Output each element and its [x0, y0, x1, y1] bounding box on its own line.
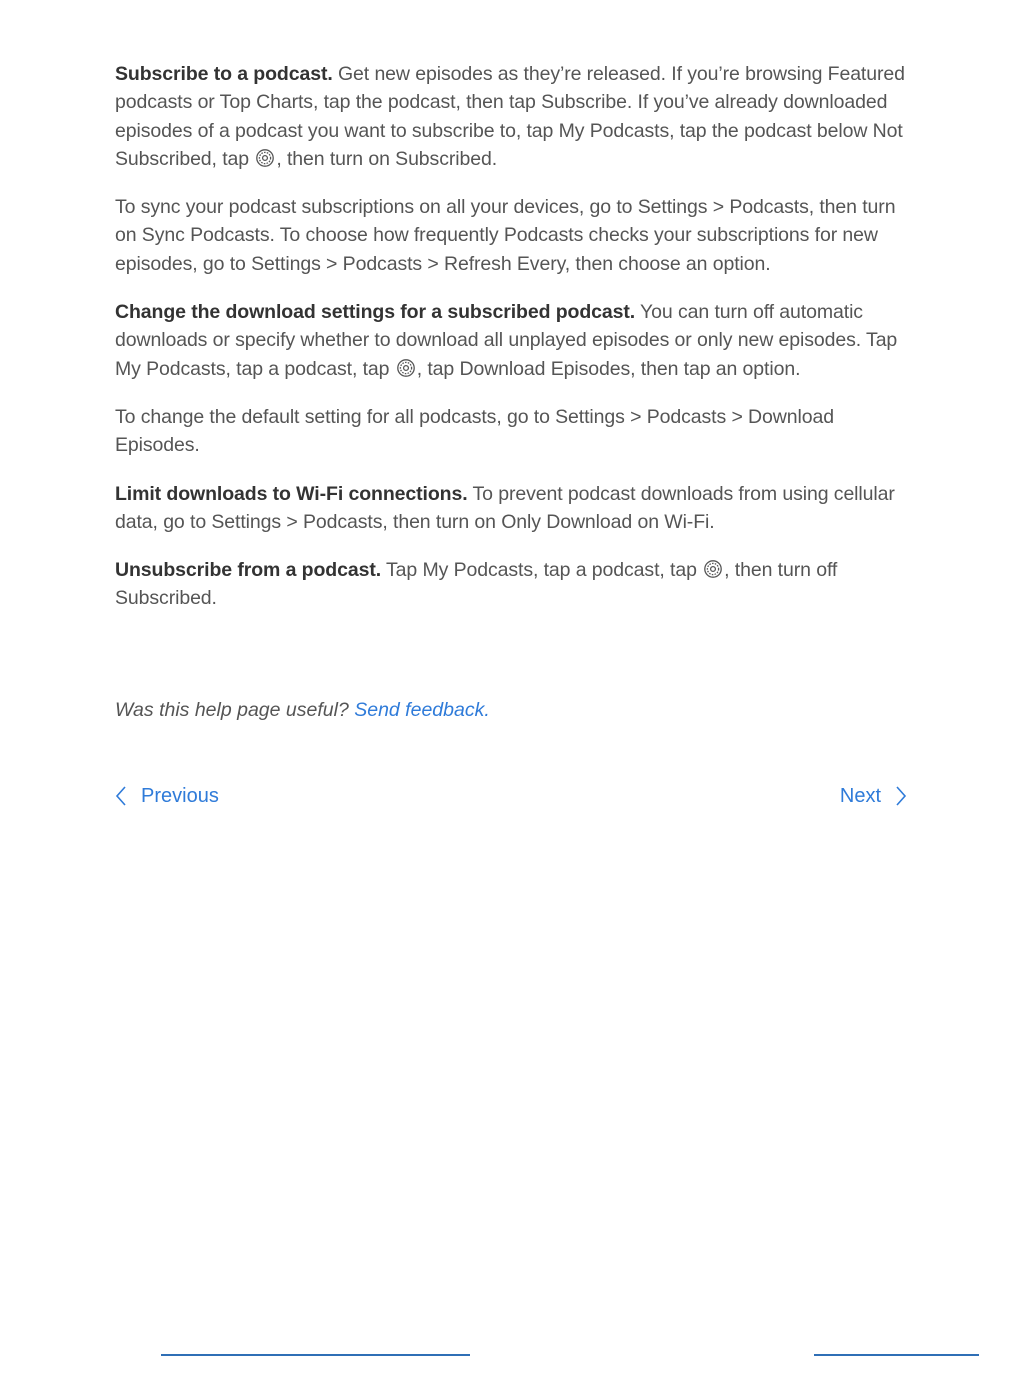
lead-subscribe: Subscribe to a podcast. — [115, 63, 333, 85]
feedback-question: Was this help page useful? — [115, 699, 349, 721]
gear-icon — [255, 148, 275, 168]
lead-wifi: Limit downloads to Wi-Fi connections. — [115, 482, 468, 505]
paragraph-text: You can turn off automatic downloads or specify whether to download all unplayed episodes or only new episodes. Tap My Podcasts, tap a podcast, tap — [115, 301, 898, 380]
paragraph-subscribe — [115, 60, 905, 173]
next-label: Next — [839, 785, 881, 807]
gear-icon — [396, 358, 416, 378]
paragraph-wifi — [115, 480, 905, 537]
chevron-right-icon — [895, 785, 907, 807]
help-article — [115, 60, 905, 633]
chevron-left-icon — [115, 785, 127, 807]
send-feedback-link[interactable]: Send feedback. — [354, 699, 490, 721]
paragraph-default-setting — [115, 403, 905, 460]
footer-rule-right — [814, 1354, 979, 1356]
paragraph-text: Tap My Podcasts, tap a podcast, tap — [381, 559, 703, 582]
paragraph-text: Get new episodes as they’re released. If you’re browsing Featured podcasts or Top Charts, tap the podcast, then tap Subscribe. If you’ve already downloaded episodes of a podcast you want to subscribe to, tap My Podcasts, tap the podcast below Not Subscribed, tap — [115, 63, 905, 170]
paragraph-text: , tap Download Episodes, then tap an option. — [416, 357, 801, 380]
lead-unsubscribe: Unsubscribe from a podcast. — [115, 559, 382, 582]
lead-download-settings: Change the download settings for a subscribed podcast. — [115, 301, 636, 324]
paragraph-download-settings — [115, 298, 905, 383]
paragraph-text: To prevent podcast downloads from using cellular data, go to Settings > Podcasts, then turn on Only Download on Wi-Fi. — [115, 482, 895, 533]
next-button[interactable] — [840, 782, 907, 810]
paragraph-sync — [115, 193, 905, 278]
paragraph-text: To sync your podcast subscriptions on all your devices, go to Settings > Podcasts, then turn on Sync Podcasts. To choose how frequently Podcasts checks your subscriptions for new episodes, go to Settings > Podcasts > Refresh Every, then choose an option. — [115, 196, 896, 275]
paragraph-text: , then turn on Subscribed. — [276, 147, 498, 170]
gear-icon — [703, 559, 723, 579]
footer-rule-left — [161, 1354, 470, 1356]
previous-label: Previous — [141, 785, 219, 807]
paragraph-text: To change the default setting for all podcasts, go to Settings > Podcasts > Download Episodes. — [115, 405, 834, 457]
previous-button[interactable] — [115, 782, 219, 810]
paragraph-text: , then turn off Subscribed. — [115, 559, 838, 610]
paragraph-unsubscribe — [115, 556, 905, 613]
feedback-prompt — [115, 696, 490, 724]
